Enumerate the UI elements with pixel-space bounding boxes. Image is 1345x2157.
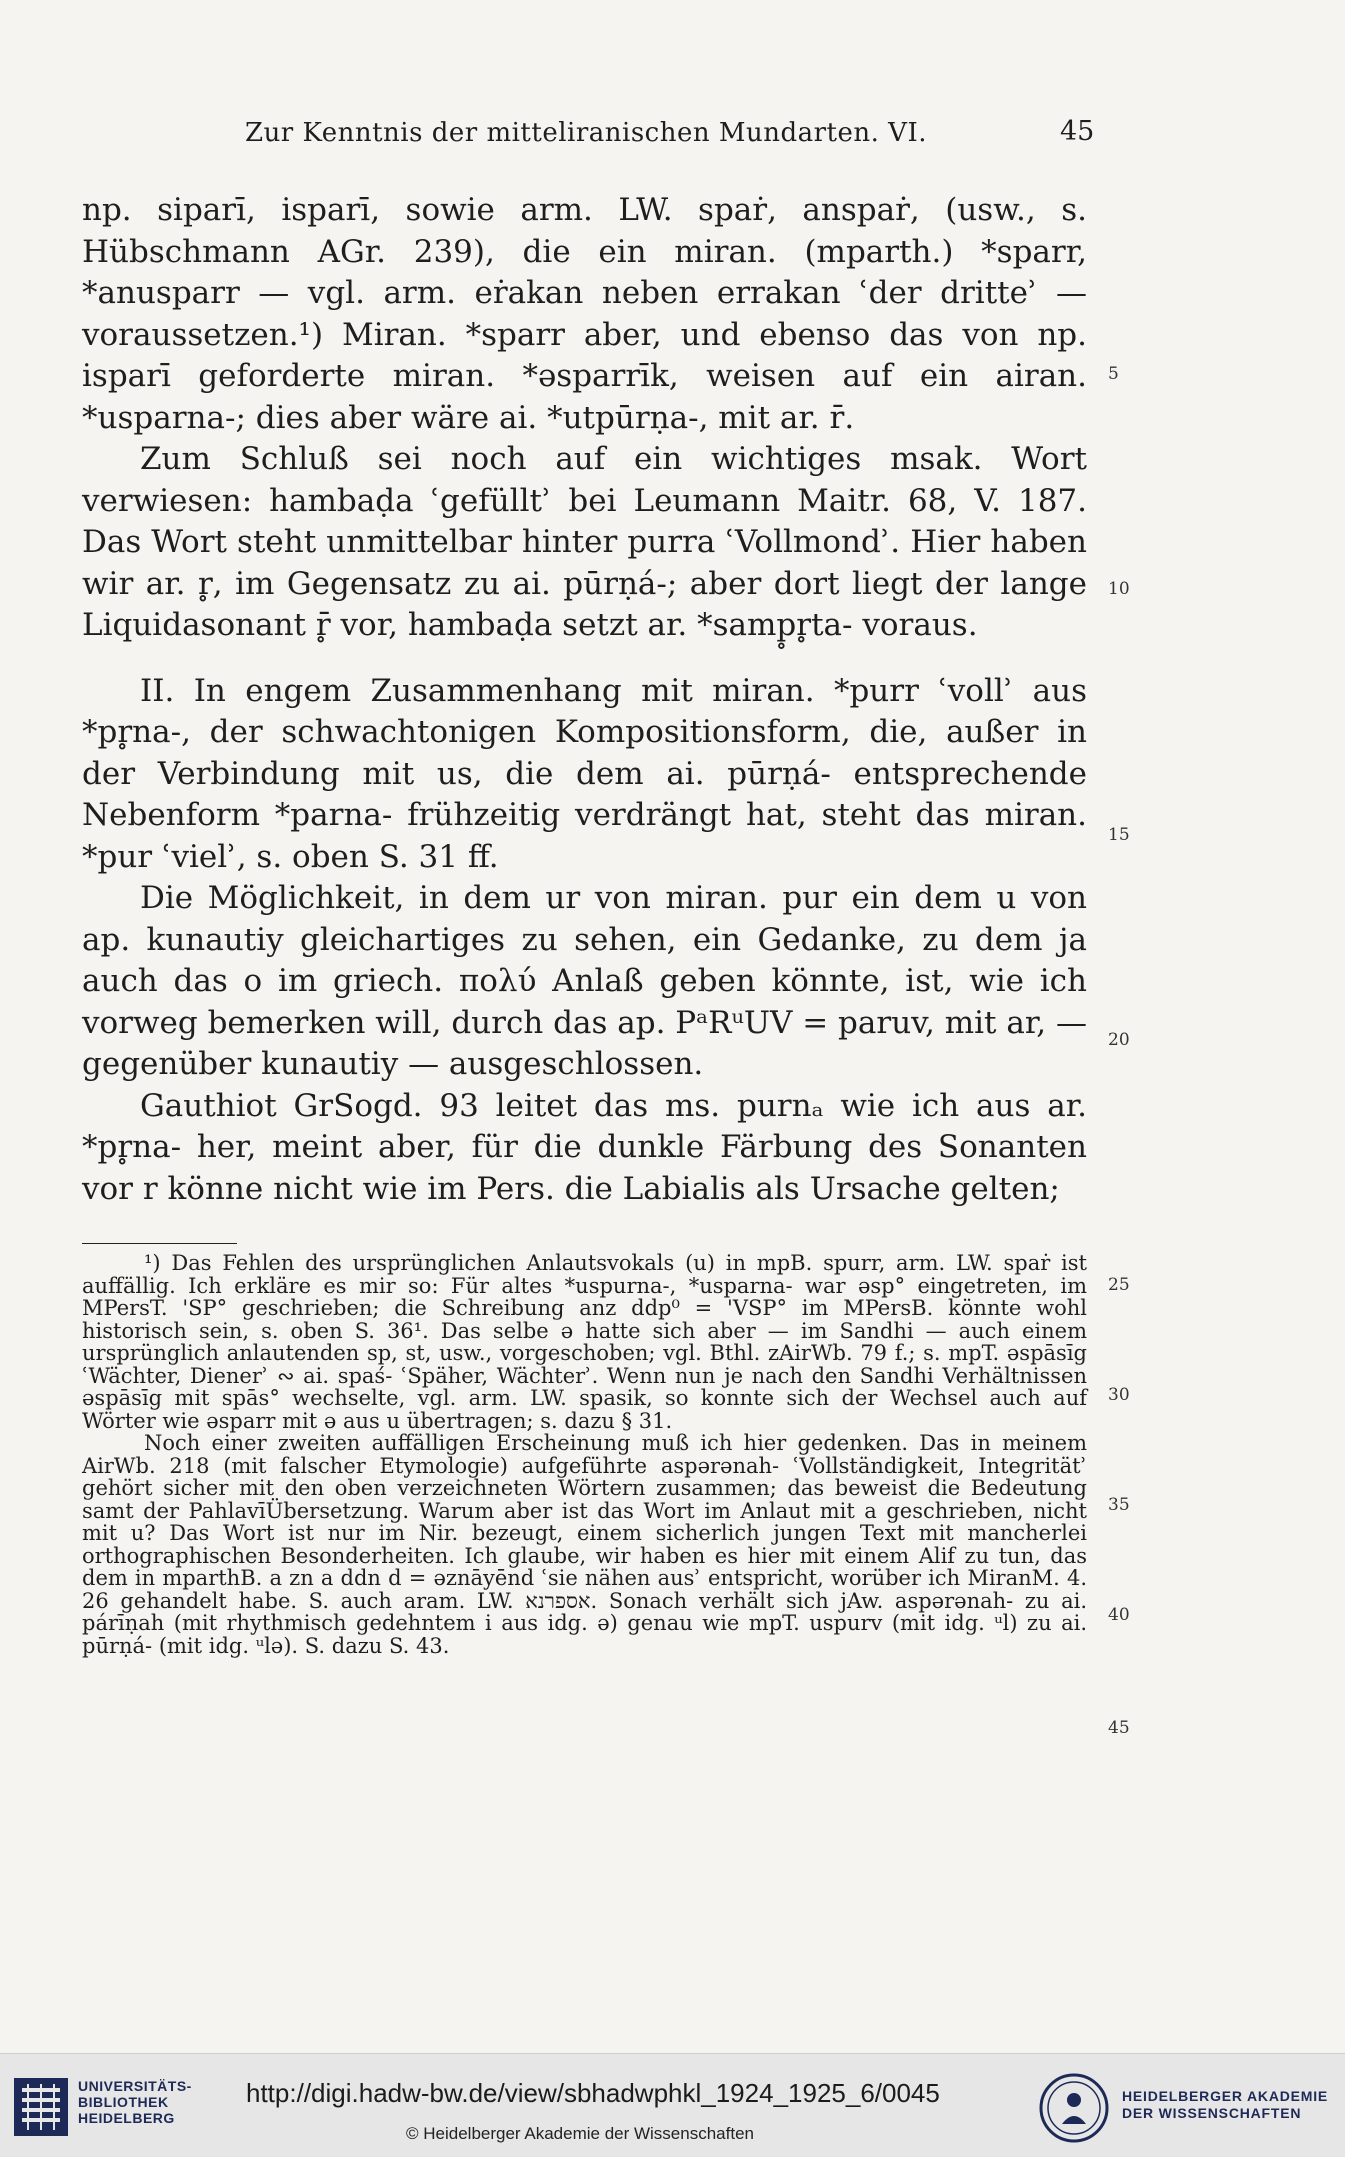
paragraph: II. In engem Zusammenhang mit miran. *purr ʿvollʾ aus *pr̥na-, der schwachtonigen Kompositionsform, die, außer in der Verbindung mit us, die dem ai. pūrṇá- entsprechende Nebenform *parna- frühzeitig verdrängt hat, steht das miran. *pur ʿvielʾ, s. oben S. 31 ff.: [82, 672, 1087, 875]
viewer-footer: [0, 2053, 1345, 2157]
line-number: 35: [1108, 1495, 1130, 1515]
paragraph: Gauthiot GrSogd. 93 leitet das ms. purnₐ wie ich aus ar. *pr̥na- her, meint aber, für die dunkle Färbung des Sonanten vor r könne nicht wie im Pers. die Labialis als Ursache gelten;: [82, 1087, 1087, 1207]
page-number: 45: [1060, 116, 1095, 147]
line-number: 10: [1108, 579, 1130, 599]
line-number: 20: [1108, 1030, 1130, 1050]
line-number: 25: [1108, 1275, 1130, 1295]
university-library-logo-icon: [12, 2076, 70, 2142]
line-number: 30: [1108, 1385, 1130, 1405]
copyright-notice: © Heidelberger Akademie der Wissenschaften: [406, 2124, 754, 2143]
academy-seal-icon: [1038, 2072, 1110, 2148]
line-number: 15: [1108, 825, 1130, 845]
main-text: [82, 190, 1087, 1210]
footnote: Noch einer zweiten auffälligen Erscheinung muß ich hier gedenken. Das in meinem AirWb. 218 (mit falscher Etymologie) aufgeführte aspərənah- ʿVollständigkeit, Integritätʾ gehört sicher mit den oben verzeichneten Wörtern zusammen; das beweist die Bedeutung samt der PahlavīÜbersetzung. Warum aber ist das Wort im Anlaut mit a geschrieben, nicht mit u? Das Wort ist nur im Nir. bezeugt, einem sicherlich jungen Text mit mancherlei orthographischen Besonderheiten. Ich glaube, wir haben es hier mit einem Alif zu tun, das dem in mparthB. a zn a ddn d = əznāyēnd ʿsie nähen ausʾ entspricht, worüber ich MiranM. 4. 26 gehandelt habe. S. auch aram. LW. אספרנא. Sonach verhält sich jAw. aspərənah- zu ai. párīṇah (mit rhythmisch gedehntem i aus idg. ə) genau wie mpT. uspurv (mit idg. ᵘl) zu ai. pūrṇá- (mit idg. ᵘlə). S. dazu S. 43.: [82, 1431, 1087, 1658]
line-number: 40: [1108, 1605, 1130, 1625]
paragraph: Die Möglichkeit, in dem ur von miran. pur ein dem u von ap. kunautiy gleichartiges zu sehen, ein Gedanke, zu dem ja auch das o im griech. πολύ Anlaß geben könnte, ist, wie ich vorweg bemerken will, durch das ap. PᵃRᵘUV = paruv, mit ar, — gegenüber kunautiy — ausgeschlossen.: [82, 880, 1087, 1082]
paragraph: np. siparī, isparī, sowie arm. LW. spaṙ, anspaṙ, (usw., s. Hübschmann AGr. 239), die ein miran. (mparth.) *sparr, *anusparr — vgl. arm. eṙakan neben errakan ʿder dritteʾ — voraussetzen.¹) Miran. *sparr aber, und ebenso das von np. isparī geforderte miran. *əsparrīk, weisen auf ein airan. *usparna-; dies aber wäre ai. *utpūrṇa-, mit ar. r̄.: [82, 192, 1087, 436]
running-title: Zur Kenntnis der mitteliranischen Mundarten. VI.: [245, 118, 927, 148]
academy-name: HEIDELBERGER AKADEMIE DER WISSENSCHAFTEN: [1122, 2088, 1329, 2121]
paragraph: Zum Schluß sei noch auf ein wichtiges msak. Wort verwiesen: hambaḍa ʿgefülltʾ bei Leumann Maitr. 68, V. 187. Das Wort steht unmittelbar hinter purra ʿVollmondʾ. Hier haben wir ar. r̥, im Gegensatz zu ai. pūrṇá-; aber dort liegt der lange Liquidasonant r̥̄ vor, hambaḍa setzt ar. *samp̥r̥ta- voraus.: [82, 441, 1087, 643]
footnote: ¹) Das Fehlen des ursprünglichen Anlautsvokals (u) in mpB. spurr, arm. LW. spaṙ ist auffällig. Ich erkläre es mir so: Für altes *uspurna-, *usparna- war əsp° eingetreten, im MPersT. ꞌSP° geschrieben; die Schreibung anz ddp⁰ = ꞌVSP° im MPersB. könnte wohl historisch sein, s. oben S. 36¹. Das selbe ə hatte sich aber — im Sandhi — auch einem ursprünglich anlautenden sp, st, usw., vorgeschoben; vgl. Bthl. zAirWb. 79 f.; s. mpT. əspāsīg ʿWächter, Dienerʾ ∾ ai. spaś- ʿSpäher, Wächterʾ. Wenn nun je nach den Sandhi Verhältnissen əspāsīg mit spās° wechselte, vgl. arm. LW. spasik, so konnte sich der Wechsel auch auf Wörter wie əsparr mit ə aus u übertragen; s. dazu § 31.: [82, 1251, 1087, 1433]
line-number: 5: [1108, 364, 1119, 384]
library-name: UNIVERSITÄTS- BIBLIOTHEK HEIDELBERG: [78, 2078, 192, 2126]
footnote-rule: [82, 1243, 237, 1244]
line-number: 45: [1108, 1718, 1130, 1738]
footnotes: [82, 1252, 1087, 1657]
permalink-url[interactable]: http://digi.hadw-bw.de/view/sbhadwphkl_1924_1925_6/0045: [246, 2078, 940, 2108]
